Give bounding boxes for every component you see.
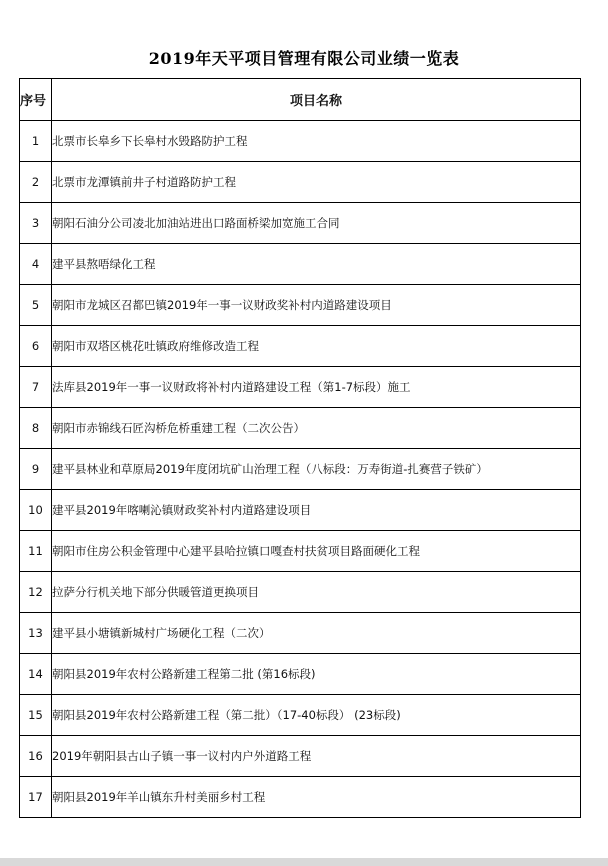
row-project-name: 2019年朝阳县古山子镇一事一议村内户外道路工程 [52,736,581,777]
row-index: 1 [20,121,52,162]
table-row [20,203,581,244]
row-index: 17 [20,777,52,818]
table-header-row [20,79,581,121]
table-row [20,285,581,326]
table-row [20,244,581,285]
row-index: 15 [20,695,52,736]
row-project-name: 朝阳县2019年羊山镇东升村美丽乡村工程 [52,777,581,818]
row-project-name: 建平县熬唔绿化工程 [52,244,581,285]
table-row [20,408,581,449]
row-index: 7 [20,367,52,408]
row-project-name: 朝阳县2019年农村公路新建工程第二批 (第16标段) [52,654,581,695]
row-project-name: 朝阳县2019年农村公路新建工程（第二批）（17-40标段） (23标段) [52,695,581,736]
row-index: 6 [20,326,52,367]
table-row [20,777,581,818]
row-project-name: 北票市长皋乡下长皋村水毁路防护工程 [52,121,581,162]
row-index: 4 [20,244,52,285]
row-project-name: 拉萨分行机关地下部分供暖管道更换项目 [52,572,581,613]
header-project-name: 项目名称 [52,79,581,121]
row-project-name: 朝阳市住房公积金管理中心建平县哈拉镇口嘎查村扶贫项目路面硬化工程 [52,531,581,572]
row-project-name: 北票市龙潭镇前井子村道路防护工程 [52,162,581,203]
row-index: 5 [20,285,52,326]
row-project-name: 建平县林业和草原局2019年度闭坑矿山治理工程（八标段：万寿街道-扎赛营子铁矿） [52,449,581,490]
table-body [20,121,581,818]
table-row [20,654,581,695]
table-row [20,162,581,203]
row-index: 8 [20,408,52,449]
table-row [20,572,581,613]
header-index: 序号 [20,79,52,121]
row-index: 10 [20,490,52,531]
row-index: 12 [20,572,52,613]
row-project-name: 朝阳市双塔区桃花吐镇政府维修改造工程 [52,326,581,367]
table-row [20,736,581,777]
table-row [20,367,581,408]
project-table [19,78,581,818]
row-project-name: 建平县小塘镇新城村广场硬化工程（二次） [52,613,581,654]
row-index: 11 [20,531,52,572]
table-row [20,490,581,531]
row-project-name: 建平县2019年喀喇沁镇财政奖补村内道路建设项目 [52,490,581,531]
row-index: 2 [20,162,52,203]
table-row [20,613,581,654]
row-index: 9 [20,449,52,490]
row-index: 13 [20,613,52,654]
row-project-name: 朝阳市赤锦线石匠沟桥危桥重建工程（二次公告） [52,408,581,449]
table-row [20,121,581,162]
row-index: 14 [20,654,52,695]
row-index: 3 [20,203,52,244]
row-project-name: 法库县2019年一事一议财政将补村内道路建设工程（第1-7标段）施工 [52,367,581,408]
document-title: 2019年天平项目管理有限公司业绩一览表 [148,49,460,68]
row-project-name: 朝阳石油分公司凌北加油站进出口路面桥梁加宽施工合同 [52,203,581,244]
page-bottom-band [0,858,608,866]
row-project-name: 朝阳市龙城区召都巴镇2019年一事一议财政奖补村内道路建设项目 [52,285,581,326]
table-row [20,326,581,367]
table-row [20,695,581,736]
table-row [20,531,581,572]
table-row [20,449,581,490]
row-index: 16 [20,736,52,777]
